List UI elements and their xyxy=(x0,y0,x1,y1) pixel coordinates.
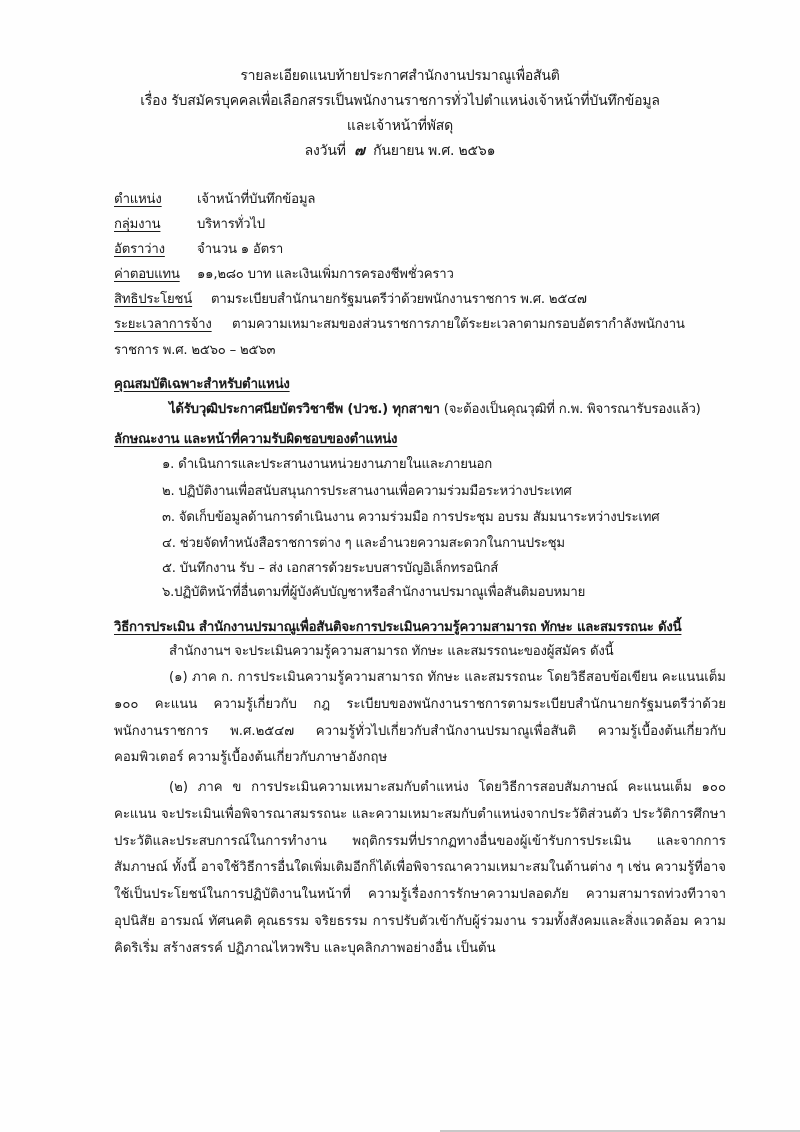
field-employment-period-cont: ราชการ พ.ศ. ๒๕๖๐ – ๒๕๖๓ xyxy=(114,343,276,358)
qualification-degree: ได้รับวุฒิประกาศนียบัตรวิชาชีพ (ปวช.) ทุกสาขา xyxy=(169,402,440,417)
date-prefix: ลงวันที่ xyxy=(304,143,346,159)
duties-heading: ลักษณะงาน และหน้าที่ความรับผิดชอบของตำแหน่ง xyxy=(114,432,398,447)
duty-item: ๓. จัดเก็บข้อมูลด้านการดำเนินงาน ความร่วมมือ การประชุม อบรม สัมมนาระหว่างประเทศ xyxy=(162,510,660,525)
field-value: ตามระเบียบสำนักนายกรัฐมนตรีว่าด้วยพนักงานราชการ พ.ศ. ๒๕๔๗ xyxy=(211,292,587,307)
qualifications-heading: คุณสมบัติเฉพาะสำหรับตำแหน่ง xyxy=(114,377,290,392)
header-subject-cont: และเจ้าหน้าที่พัสดุ xyxy=(346,118,454,134)
header-subject: เรื่อง รับสมัครบุคคลเพื่อเลือกสรรเป็นพนักงานราชการทั่วไปตำแหน่งเจ้าหน้าที่บันทึกข้อมูล xyxy=(140,93,660,109)
field-label: สิทธิประโยชน์ xyxy=(114,292,193,307)
field-label: ระยะเวลาการจ้าง xyxy=(114,317,212,332)
field-label: อัตราว่าง xyxy=(114,242,165,257)
field-label: ตำแหน่ง xyxy=(114,192,162,207)
field-value: ตามความเหมาะสมของส่วนราชการภายใต้ระยะเวลาตามกรอบอัตรากำลังพนักงาน xyxy=(232,317,685,332)
field-label: ค่าตอบแทน xyxy=(114,267,180,282)
header-title: รายละเอียดแนบท้ายประกาศสำนักงานปรมาณูเพื่อสันติ xyxy=(240,68,560,84)
date-rest: กันยายน พ.ศ. ๒๕๖๑ xyxy=(373,143,496,159)
duty-item: ๕. บันทึกงาน รับ – ส่ง เอกสารด้วยระบบสารบัญอิเล็กทรอนิกส์ xyxy=(162,561,499,576)
header-date xyxy=(0,141,800,161)
field-value: บริหารทั่วไป xyxy=(197,217,265,232)
duty-item: ๔. ช่วยจัดทำหนังสือราชการต่าง ๆ และอำนวยความสะดวกในกานประชุม xyxy=(162,536,565,551)
qualification-note: (จะต้องเป็นคุณวุฒิที่ ก.พ. พิจารณารับรองแล้ว) xyxy=(443,402,701,417)
date-day: ๗ xyxy=(354,143,365,159)
field-value: จำนวน ๑ อัตรา xyxy=(197,242,284,257)
evaluation-intro: สำนักงานฯ จะประเมินความรู้ความสามารถ ทักษะ และสมรรถนะของผู้สมัคร ดังนี้ xyxy=(169,644,614,659)
duty-item: ๒. ปฏิบัติงานเพื่อสนับสนุนการประสานงานเพื่อความร่วมมือระหว่างประเทศ xyxy=(162,484,572,499)
field-value: เจ้าหน้าที่บันทึกข้อมูล xyxy=(197,192,316,207)
field-value: ๑๑,๒๘๐ บาท และเงินเพิ่มการครองชีพชั่วคราว xyxy=(197,267,454,282)
evaluation-part-1: (๑) ภาค ก. การประเมินความรู้ความสามารถ ทักษะ และสมรรถนะ โดยวิธีสอบข้อเขียน คะแนนเต็ม ๑๐๐ คะแนน ความรู้เกี่ยวกับ กฎ ระเบียบของพนักงานราชการตามระเบียบสำนักนายกรัฐมนตรีว่าด้วยพนักงานราชการ พ.ศ.๒๕๔๗ ความรู้ทั่วไปเกี่ยวกับสำนักงานปรมาณูเพื่อสันติ ความรู้เบื้องต้นเกี่ยวกับคอมพิวเตอร์ ความรู้เบื้องต้นเกี่ยวกับภาษาอังกฤษ xyxy=(114,670,726,766)
qualifications-text xyxy=(169,400,701,420)
evaluation-heading: วิธีการประเมิน สำนักงานปรมาณูเพื่อสันติจะการประเมินความรู้ความสามารถ ทักษะ และสมรรถนะ ดังนี้ xyxy=(114,620,682,635)
evaluation-part-2: (๒) ภาค ข การประเมินความเหมาะสมกับตำแหน่ง โดยวิธีการสอบสัมภาษณ์ คะแนนเต็ม ๑๐๐ คะแนน จะประเมินเพื่อพิจารณาสมรรถนะ และความเหมาะสมกับตำแหน่งจากประวัติส่วนตัว ประวัติการศึกษา ประวัติและประสบการณ์ในการทำงาน พฤติกรรมที่ปรากฏทางอื่นของผู้เข้ารับการประเมิน และจากการสัมภาษณ์ ทั้งนี้ อาจใช้วิธีการอื่นใดเพิ่มเติมอีกก็ได้เพื่อพิจารณาความเหมาะสมในด้านต่าง ๆ เช่น ความรู้ที่อาจใช้เป็นประโยชน์ในการปฏิบัติงานในหน้าที่ ความรู้เรื่องการรักษาความปลอดภัย ความสามารถท่วงทีวาจา อุปนิสัย อารมณ์ ทัศนคติ คุณธรรม จริยธรรม การปรับตัวเข้ากับผู้ร่วมงาน รวมทั้งสังคมและสิ่งแวดล้อม ความคิดริเริ่ม สร้างสรรค์ ปฏิภาณไหวพริบ และบุคลิกภาพอย่างอื่น เป็นต้น xyxy=(114,780,726,956)
field-label: กลุ่มงาน xyxy=(114,217,161,232)
duty-item: ๖.ปฏิบัติหน้าที่อื่นตามที่ผู้บังคับบัญชาหรือสำนักงานปรมาณูเพื่อสันติมอบหมาย xyxy=(162,585,586,600)
duty-item: ๑. ดำเนินการและประสานงานหน่วยงานภายในและภายนอก xyxy=(162,457,493,472)
